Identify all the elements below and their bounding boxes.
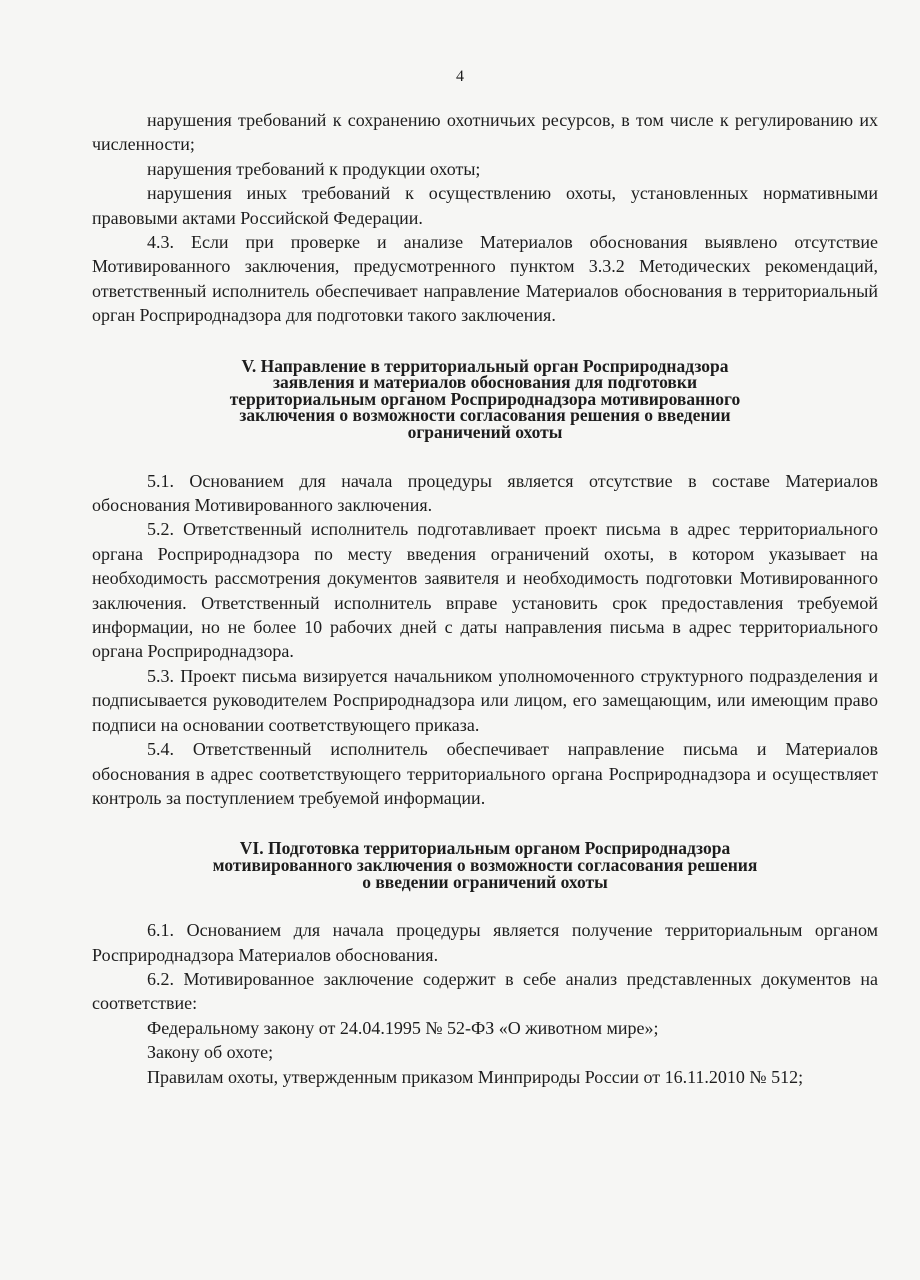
paragraph: нарушения требований к продукции охоты; xyxy=(147,158,481,179)
section-heading-line: территориальным органом Росприроднадзора мотивированного xyxy=(229,388,741,409)
paragraph: 6.1. Основанием для начала процедуры является получение территориальным органом Росприроднадзора Материалов обоснования. xyxy=(92,920,878,965)
section-heading-line: о введении ограничений охоты xyxy=(362,871,608,892)
paragraph: 5.2. Ответственный исполнитель подготавливает проект письма в адрес территориального органа Росприроднадзора по месту введения ограничений охоты, в котором указывает на необходимость рассмотрения документов заявителя и необходимость подготовки Мотивированного заключения. Ответственный исполнитель вправе установить срок предоставления требуемой информации, но не более 10 рабочих дней с даты направления письма в адрес территориального органа Росприроднадзора. xyxy=(92,519,878,662)
section-heading xyxy=(92,355,878,443)
paragraph: Федеральному закону от 24.04.1995 № 52-ФЗ «О животном мире»; xyxy=(147,1017,659,1038)
paragraph: нарушения требований к сохранению охотничьих ресурсов, в том числе к регулированию их численности; xyxy=(92,110,878,155)
paragraph: 4.3. Если при проверке и анализе Материалов обоснования выявлено отсутствие Мотивированного заключения, предусмотренного пунктом 3.3.2 Методических рекомендаций, ответственный исполнитель обеспечивает направление Материалов обоснования в территориальный орган Росприроднадзора для подготовки такого заключения. xyxy=(92,232,878,326)
paragraph: 5.1. Основанием для начала процедуры является отсутствие в составе Материалов обоснования Мотивированного заключения. xyxy=(92,470,878,516)
paragraph: Правилам охоты, утвержденным приказом Минприроды России от 16.11.2010 № 512; xyxy=(147,1066,804,1087)
paragraph: Закону об охоте; xyxy=(147,1042,274,1063)
paragraph: 5.4. Ответственный исполнитель обеспечивает направление письма и Материалов обоснования в адрес соответствующего территориального органа Росприроднадзора и осуществляет контроль за поступлением требуемой информации. xyxy=(92,739,878,808)
paragraph: нарушения иных требований к осуществлению охоты, установленных нормативными правовыми актами Российской Федерации. xyxy=(92,183,878,228)
section-heading-line: ограничений охоты xyxy=(407,422,563,443)
document-body xyxy=(92,108,878,1089)
paragraph: 6.2. Мотивированное заключение содержит в себе анализ представленных документов на соответствие: xyxy=(92,968,878,1014)
section-heading-line: заявления и материалов обоснования для подготовки xyxy=(272,372,698,393)
section-heading-line: заключения о возможности согласования решения о введении xyxy=(239,405,731,426)
section-heading-line: V. Направление в территориальный орган Росприроднадзора xyxy=(241,355,729,376)
paragraph: 5.3. Проект письма визируется начальником уполномоченного структурного подразделения и подписывается руководителем Росприроднадзора или лицом, его замещающим, или имеющим право подписи на основании соответствующего приказа. xyxy=(92,665,878,735)
section-heading xyxy=(92,840,878,890)
page-number: 4 xyxy=(456,68,464,85)
section-heading-line: VI. Подготовка территориальным органом Росприроднадзора xyxy=(239,838,731,859)
section-heading-line: мотивированного заключения о возможности согласования решения xyxy=(212,854,758,875)
